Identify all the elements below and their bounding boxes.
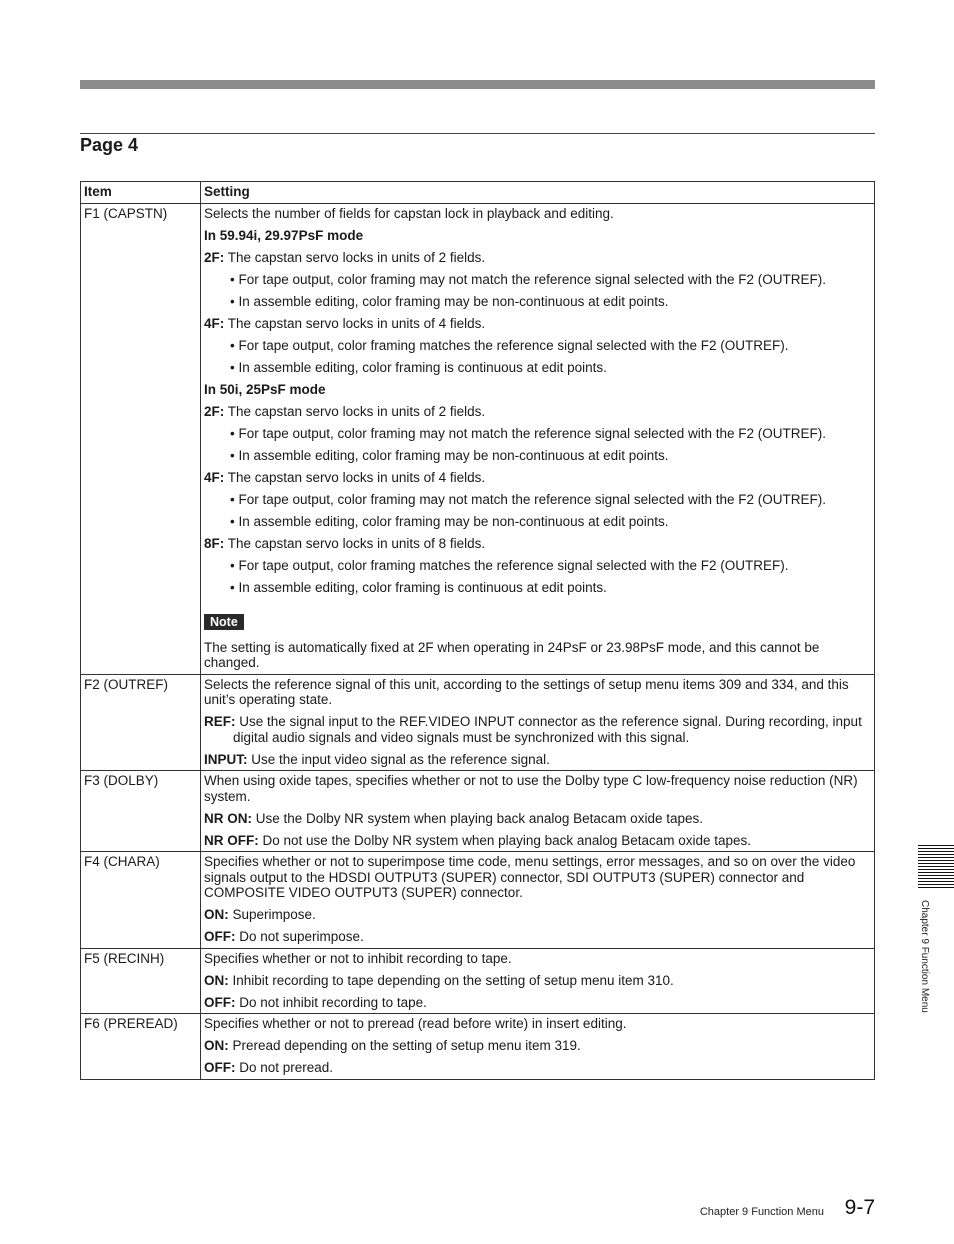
heading-rule (80, 133, 875, 134)
bullet-point: • For tape output, color framing matches the reference signal selected with the F2 (OUTREF). (230, 557, 789, 573)
option-text: Specifies whether or not to inhibit recording to tape. (204, 950, 512, 966)
setting-cell (201, 203, 875, 674)
option-text: Do not inhibit recording to tape. (235, 994, 427, 1010)
option-key: NR OFF: (204, 832, 259, 848)
item-cell: F1 (CAPSTN) (81, 203, 201, 674)
option-key: ON: (204, 907, 229, 922)
bullet-point: • In assemble editing, color framing is continuous at edit points. (230, 359, 607, 375)
note-label-line (204, 602, 871, 640)
column-header-item: Item (81, 182, 201, 204)
option-line (204, 250, 871, 266)
option-key: 8F: (204, 535, 225, 551)
option-key: OFF: (204, 1060, 236, 1075)
description-line (204, 854, 871, 901)
note-badge: Note (204, 614, 244, 630)
setting-cell (201, 948, 875, 1014)
bullet-point: • For tape output, color framing matches the reference signal selected with the F2 (OUTREF). (230, 337, 789, 353)
option-text: Use the input video signal as the reference signal. (247, 751, 550, 767)
bullet-point: • In assemble editing, color framing may be non-continuous at edit points. (230, 513, 669, 529)
option-line (204, 833, 871, 849)
mode-subheading: In 50i, 25PsF mode (204, 381, 326, 397)
option-line (204, 536, 871, 552)
setting-cell (201, 1014, 875, 1080)
item-cell: F6 (PREREAD) (81, 1014, 201, 1080)
item-cell: F2 (OUTREF) (81, 674, 201, 771)
option-line (204, 404, 871, 420)
option-text: Selects the reference signal of this unit, according to the settings of setup menu items 309 and 334, and this unit’s operating state. (204, 676, 849, 707)
side-chapter-label: Chapter 9 Function Menu (919, 900, 930, 1013)
option-key: NR ON: (204, 810, 252, 826)
option-key: ON: (204, 972, 229, 988)
footer-page-number: 9-7 (844, 1196, 875, 1219)
table-body (81, 203, 875, 1079)
option-text: Inhibit recording to tape depending on the setting of setup menu item 310. (228, 972, 674, 988)
option-key: OFF: (204, 994, 236, 1010)
option-text: Preread depending on the setting of setup menu item 319. (228, 1038, 581, 1053)
table-row (81, 674, 875, 771)
option-key: 2F: (204, 403, 225, 419)
item-cell: F5 (RECINH) (81, 948, 201, 1014)
chapter-thumb-tab (918, 845, 954, 889)
table-row (81, 948, 875, 1014)
top-decorative-bar (80, 80, 875, 89)
option-text: Specifies whether or not to preread (read before write) in insert editing. (204, 1016, 627, 1031)
option-key: OFF: (204, 929, 236, 944)
option-line (204, 973, 871, 989)
option-key: 2F: (204, 249, 225, 265)
option-line (204, 929, 871, 945)
setting-cell (201, 674, 875, 771)
option-text: The setting is automatically fixed at 2F when operating in 24PsF or 23.98PsF mode, and this cannot be changed. (204, 639, 820, 670)
item-cell: F3 (DOLBY) (81, 771, 201, 852)
option-line (204, 907, 871, 923)
option-line (204, 316, 871, 332)
item-cell: F4 (CHARA) (81, 852, 201, 949)
option-line (204, 470, 871, 486)
table-row (81, 203, 875, 674)
table-row (81, 771, 875, 852)
option-text: Do not preread. (235, 1060, 334, 1075)
option-key: ON: (204, 1038, 229, 1053)
option-text: The capstan servo locks in units of 2 fields. (224, 403, 486, 419)
option-line (204, 714, 871, 745)
description-line (204, 773, 871, 804)
setting-cell (201, 852, 875, 949)
option-line (204, 752, 871, 768)
bullet-point: • For tape output, color framing may not match the reference signal selected with the F2 (OUTREF). (230, 425, 826, 441)
option-key: 4F: (204, 315, 225, 331)
footer-chapter-title: Chapter 9 Function Menu (699, 1206, 824, 1218)
option-text: The capstan servo locks in units of 4 fields. (224, 315, 486, 331)
option-text: Use the signal input to the REF.VIDEO INPUT connector as the reference signal. During recording, input digital audio signals and video signals must be synchronized with this signal. (233, 714, 862, 745)
table-header-row (81, 182, 875, 204)
bullet-point: • In assemble editing, color framing may be non-continuous at edit points. (230, 447, 669, 463)
option-text: The capstan servo locks in units of 4 fields. (224, 469, 486, 485)
option-key: REF: (204, 714, 236, 729)
option-text: The capstan servo locks in units of 2 fields. (224, 249, 486, 265)
description-line (204, 640, 871, 671)
bullet-point: • For tape output, color framing may not match the reference signal selected with the F2 (OUTREF). (230, 491, 826, 507)
settings-table (80, 181, 875, 1080)
bullet-point: • In assemble editing, color framing may be non-continuous at edit points. (230, 293, 669, 309)
table-row (81, 1014, 875, 1080)
option-text: Selects the number of fields for capstan lock in playback and editing. (204, 205, 614, 221)
option-text: Use the Dolby NR system when playing back analog Betacam oxide tapes. (252, 810, 703, 826)
description-line (204, 206, 871, 222)
table-row (81, 852, 875, 949)
description-line (204, 1016, 871, 1032)
description-line (204, 951, 871, 967)
mode-subheading: In 59.94i, 29.97PsF mode (204, 227, 364, 243)
page-heading: Page 4 (80, 135, 139, 155)
setting-cell (201, 771, 875, 852)
option-text: When using oxide tapes, specifies whether or not to use the Dolby type C low-frequency noise reduction (NR) system. (204, 773, 858, 804)
option-text: Do not use the Dolby NR system when playing back analog Betacam oxide tapes. (258, 832, 752, 848)
option-key: INPUT: (204, 751, 248, 767)
option-text: Superimpose. (228, 907, 316, 922)
option-line (204, 811, 871, 827)
description-line (204, 677, 871, 708)
option-line (204, 1038, 871, 1054)
option-line (204, 1060, 871, 1076)
bullet-point: • In assemble editing, color framing is continuous at edit points. (230, 579, 607, 595)
option-line (204, 995, 871, 1011)
option-key: 4F: (204, 469, 225, 485)
option-text: Do not superimpose. (235, 929, 364, 944)
column-header-setting: Setting (201, 182, 875, 204)
option-text: The capstan servo locks in units of 8 fields. (224, 535, 486, 551)
option-text: Specifies whether or not to superimpose time code, menu settings, error messages, and so on over the video signals output to the HDSDI OUTPUT3 (SUPER) connector, SDI OUTPUT3 (SUPER) connector and COMPOSITE VIDEO OUTPUT3 (SUPER) connector. (204, 854, 856, 900)
bullet-point: • For tape output, color framing may not match the reference signal selected with the F2 (OUTREF). (230, 271, 826, 287)
